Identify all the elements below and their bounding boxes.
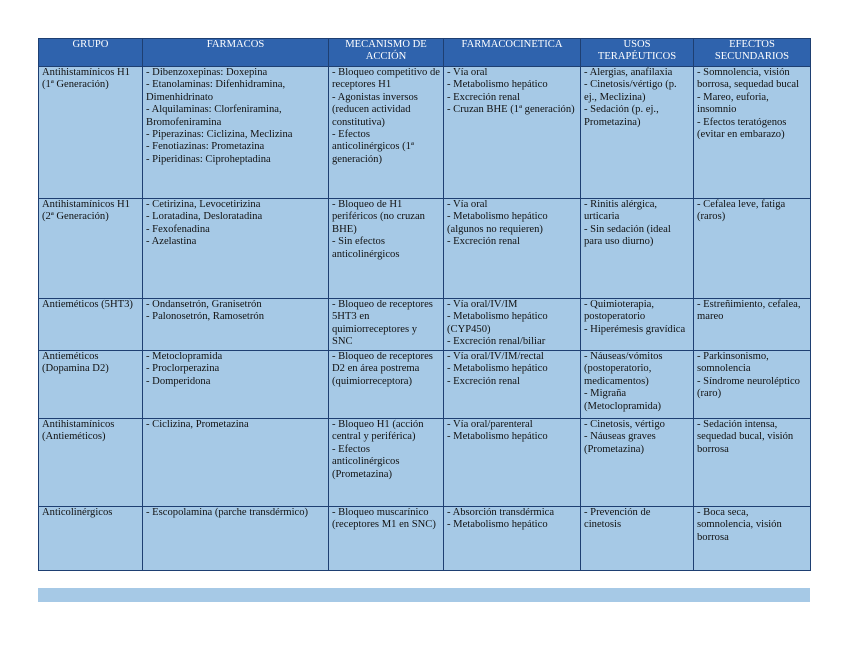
cell-efectos	[694, 199, 811, 299]
cell-line: - Parkinsonismo, somnolencia	[697, 351, 769, 375]
cell-line: - Efectos teratógenos (evitar en embarazo)	[697, 116, 787, 141]
cell-line: - Ondansetrón, Granisetrón	[146, 299, 262, 310]
cell-line: - Bloqueo de receptores 5HT3 en quimiorreceptores y SNC	[332, 299, 433, 348]
cell-grupo	[39, 67, 143, 199]
cell-line: Antihistamínicos H1 (2ª Generación)	[42, 199, 130, 223]
cell-line: - Prevención de cinetosis	[584, 507, 651, 531]
cell-line: - Metabolismo hepático	[447, 363, 548, 375]
cell-line: - Cruzan BHE (1ª generación)	[447, 104, 575, 116]
cell-line: - Metoclopramida	[146, 351, 223, 362]
cell-line: - Hiperémesis gravídica	[584, 323, 686, 335]
cell-line: Anticolinérgicos	[42, 507, 113, 518]
cell-farmacocinetica	[444, 419, 581, 507]
cell-line: - Dibenzoxepinas: Doxepina	[146, 67, 268, 78]
cell-grupo	[39, 351, 143, 419]
cell-line: - Escopolamina (parche transdérmico)	[146, 507, 309, 518]
cell-line: - Palonosetrón, Ramosetrón	[146, 311, 264, 323]
cell-farmacocinetica	[444, 299, 581, 351]
table-body	[39, 67, 811, 571]
cell-line: - Vía oral/IV/IM/rectal	[447, 351, 544, 362]
cell-line: - Excreción renal/biliar	[447, 336, 546, 348]
cell-line: - Piperazinas: Ciclizina, Meclizina	[146, 129, 293, 141]
cell-line: - Bloqueo de receptores D2 en área postrema (quimiorreceptora)	[332, 351, 433, 387]
cell-line: - Bloqueo H1 (acción central y periférica)	[332, 419, 424, 443]
cell-mecanismo	[329, 419, 444, 507]
cell-line: - Metabolismo hepático	[447, 519, 548, 531]
cell-line: - Cinetosis/vértigo (p. ej., Meclizina)	[584, 79, 677, 103]
cell-line: - Bloqueo de H1 periféricos (no cruzan BHE)	[332, 199, 425, 235]
cell-usos	[581, 299, 694, 351]
pharmacology-table	[38, 38, 811, 571]
cell-mecanismo	[329, 299, 444, 351]
cell-line: - Vía oral	[447, 67, 488, 78]
header-grupo: GRUPO	[39, 39, 143, 67]
header-farmacos: FARMACOS	[143, 39, 329, 67]
table-footer-band	[38, 588, 810, 602]
cell-line: Antihistamínicos (Antieméticos)	[42, 419, 115, 443]
cell-line: - Cetirizina, Levocetirizina	[146, 199, 261, 210]
cell-line: - Loratadina, Desloratadina	[146, 211, 263, 223]
cell-mecanismo	[329, 507, 444, 571]
cell-mecanismo	[329, 199, 444, 299]
cell-line: - Azelastina	[146, 236, 197, 248]
cell-line: - Proclorperazina	[146, 363, 220, 375]
cell-efectos	[694, 419, 811, 507]
cell-line: - Metabolismo hepático	[447, 431, 548, 443]
cell-line: - Domperidona	[146, 375, 211, 387]
cell-usos	[581, 507, 694, 571]
cell-line: - Sin sedación (ideal para uso diurno)	[584, 223, 671, 248]
cell-line: - Vía oral/IV/IM	[447, 299, 518, 310]
cell-line: - Alergias, anafilaxia	[584, 67, 673, 78]
cell-farmacocinetica	[444, 507, 581, 571]
cell-farmacocinetica	[444, 351, 581, 419]
cell-efectos	[694, 507, 811, 571]
cell-line: - Somnolencia, visión borrosa, sequedad bucal	[697, 67, 800, 91]
cell-line: - Rinitis alérgica, urticaria	[584, 199, 658, 223]
cell-usos	[581, 67, 694, 199]
cell-farmacocinetica	[444, 199, 581, 299]
cell-line: - Alquilaminas: Clorfeniramina, Bromofeniramina	[146, 104, 282, 128]
header-usos: USOS TERAPÉUTICOS	[581, 39, 694, 67]
cell-farmacos	[143, 507, 329, 571]
cell-line: - Piperidinas: Ciproheptadina	[146, 153, 271, 165]
cell-line: Antihistamínicos H1 (1ª Generación)	[42, 67, 130, 91]
cell-line: - Agonistas inversos (reducen actividad constitutiva)	[332, 91, 418, 128]
cell-grupo	[39, 507, 143, 571]
cell-line: - Efectos anticolinérgicos (1ª generación)	[332, 129, 414, 165]
cell-farmacocinetica	[444, 67, 581, 199]
cell-line: - Bloqueo muscarínico (receptores M1 en SNC)	[332, 507, 436, 531]
table-row	[39, 299, 811, 351]
cell-line: - Metabolismo hepático (CYP450)	[447, 311, 548, 335]
cell-line: - Efectos anticolinérgicos (Prometazina)	[332, 443, 400, 480]
cell-line: - Náuseas/vómitos (postoperatorio, medicamentos)	[584, 351, 663, 387]
cell-line: - Metabolismo hepático	[447, 79, 548, 91]
cell-grupo	[39, 199, 143, 299]
cell-line: - Fexofenadina	[146, 223, 210, 235]
cell-line: - Sin efectos anticolinérgicos	[332, 236, 400, 260]
cell-line: - Mareo, euforia, insomnio	[697, 91, 769, 116]
cell-line: - Quimioterapia, postoperatorio	[584, 299, 655, 323]
cell-efectos	[694, 299, 811, 351]
cell-line: - Absorción transdérmica	[447, 507, 555, 518]
cell-line: - Náuseas graves (Prometazina)	[584, 431, 656, 455]
cell-line: Antieméticos (Dopamina D2)	[42, 351, 109, 375]
cell-line: - Etanolaminas: Difenhidramina, Dimenhidrinato	[146, 79, 286, 103]
cell-line: - Excreción renal	[447, 91, 520, 103]
cell-mecanismo	[329, 351, 444, 419]
cell-line: - Sedación (p. ej., Prometazina)	[584, 104, 659, 128]
cell-usos	[581, 419, 694, 507]
cell-farmacos	[143, 67, 329, 199]
cell-line: - Excreción renal	[447, 375, 520, 387]
cell-line: - Síndrome neuroléptico (raro)	[697, 375, 800, 400]
cell-line: - Cefalea leve, fatiga (raros)	[697, 199, 786, 223]
cell-usos	[581, 351, 694, 419]
header-farmacocinetica: FARMACOCINETICA	[444, 39, 581, 67]
cell-mecanismo	[329, 67, 444, 199]
cell-line: - Ciclizina, Prometazina	[146, 419, 249, 430]
cell-farmacos	[143, 299, 329, 351]
cell-farmacos	[143, 419, 329, 507]
cell-grupo	[39, 419, 143, 507]
cell-farmacos	[143, 351, 329, 419]
table-row	[39, 351, 811, 419]
cell-line: - Estreñimiento, cefalea, mareo	[697, 299, 801, 323]
cell-line: - Boca seca, somnolencia, visión borrosa	[697, 507, 782, 543]
cell-line: - Sedación intensa, sequedad bucal, visión borrosa	[697, 419, 794, 455]
table-row	[39, 67, 811, 199]
cell-line: - Migraña (Metoclopramida)	[584, 388, 662, 412]
header-efectos: EFECTOS SECUNDARIOS	[694, 39, 811, 67]
cell-farmacos	[143, 199, 329, 299]
table-row	[39, 507, 811, 571]
cell-efectos	[694, 67, 811, 199]
cell-line: - Bloqueo competitivo de receptores H1	[332, 67, 440, 91]
cell-grupo	[39, 299, 143, 351]
table-row	[39, 419, 811, 507]
table-header	[39, 39, 811, 67]
header-mecanismo: MECANISMO DE ACCIÓN	[329, 39, 444, 67]
cell-line: - Excreción renal	[447, 236, 520, 248]
cell-line: - Fenotiazinas: Prometazina	[146, 141, 265, 153]
cell-line: Antieméticos (5HT3)	[42, 299, 133, 310]
cell-line: - Vía oral	[447, 199, 488, 210]
table-row	[39, 199, 811, 299]
cell-line: - Metabolismo hepático (algunos no requieren)	[447, 211, 548, 235]
cell-usos	[581, 199, 694, 299]
cell-efectos	[694, 351, 811, 419]
cell-line: - Cinetosis, vértigo	[584, 419, 665, 430]
cell-line: - Vía oral/parenteral	[447, 419, 533, 430]
